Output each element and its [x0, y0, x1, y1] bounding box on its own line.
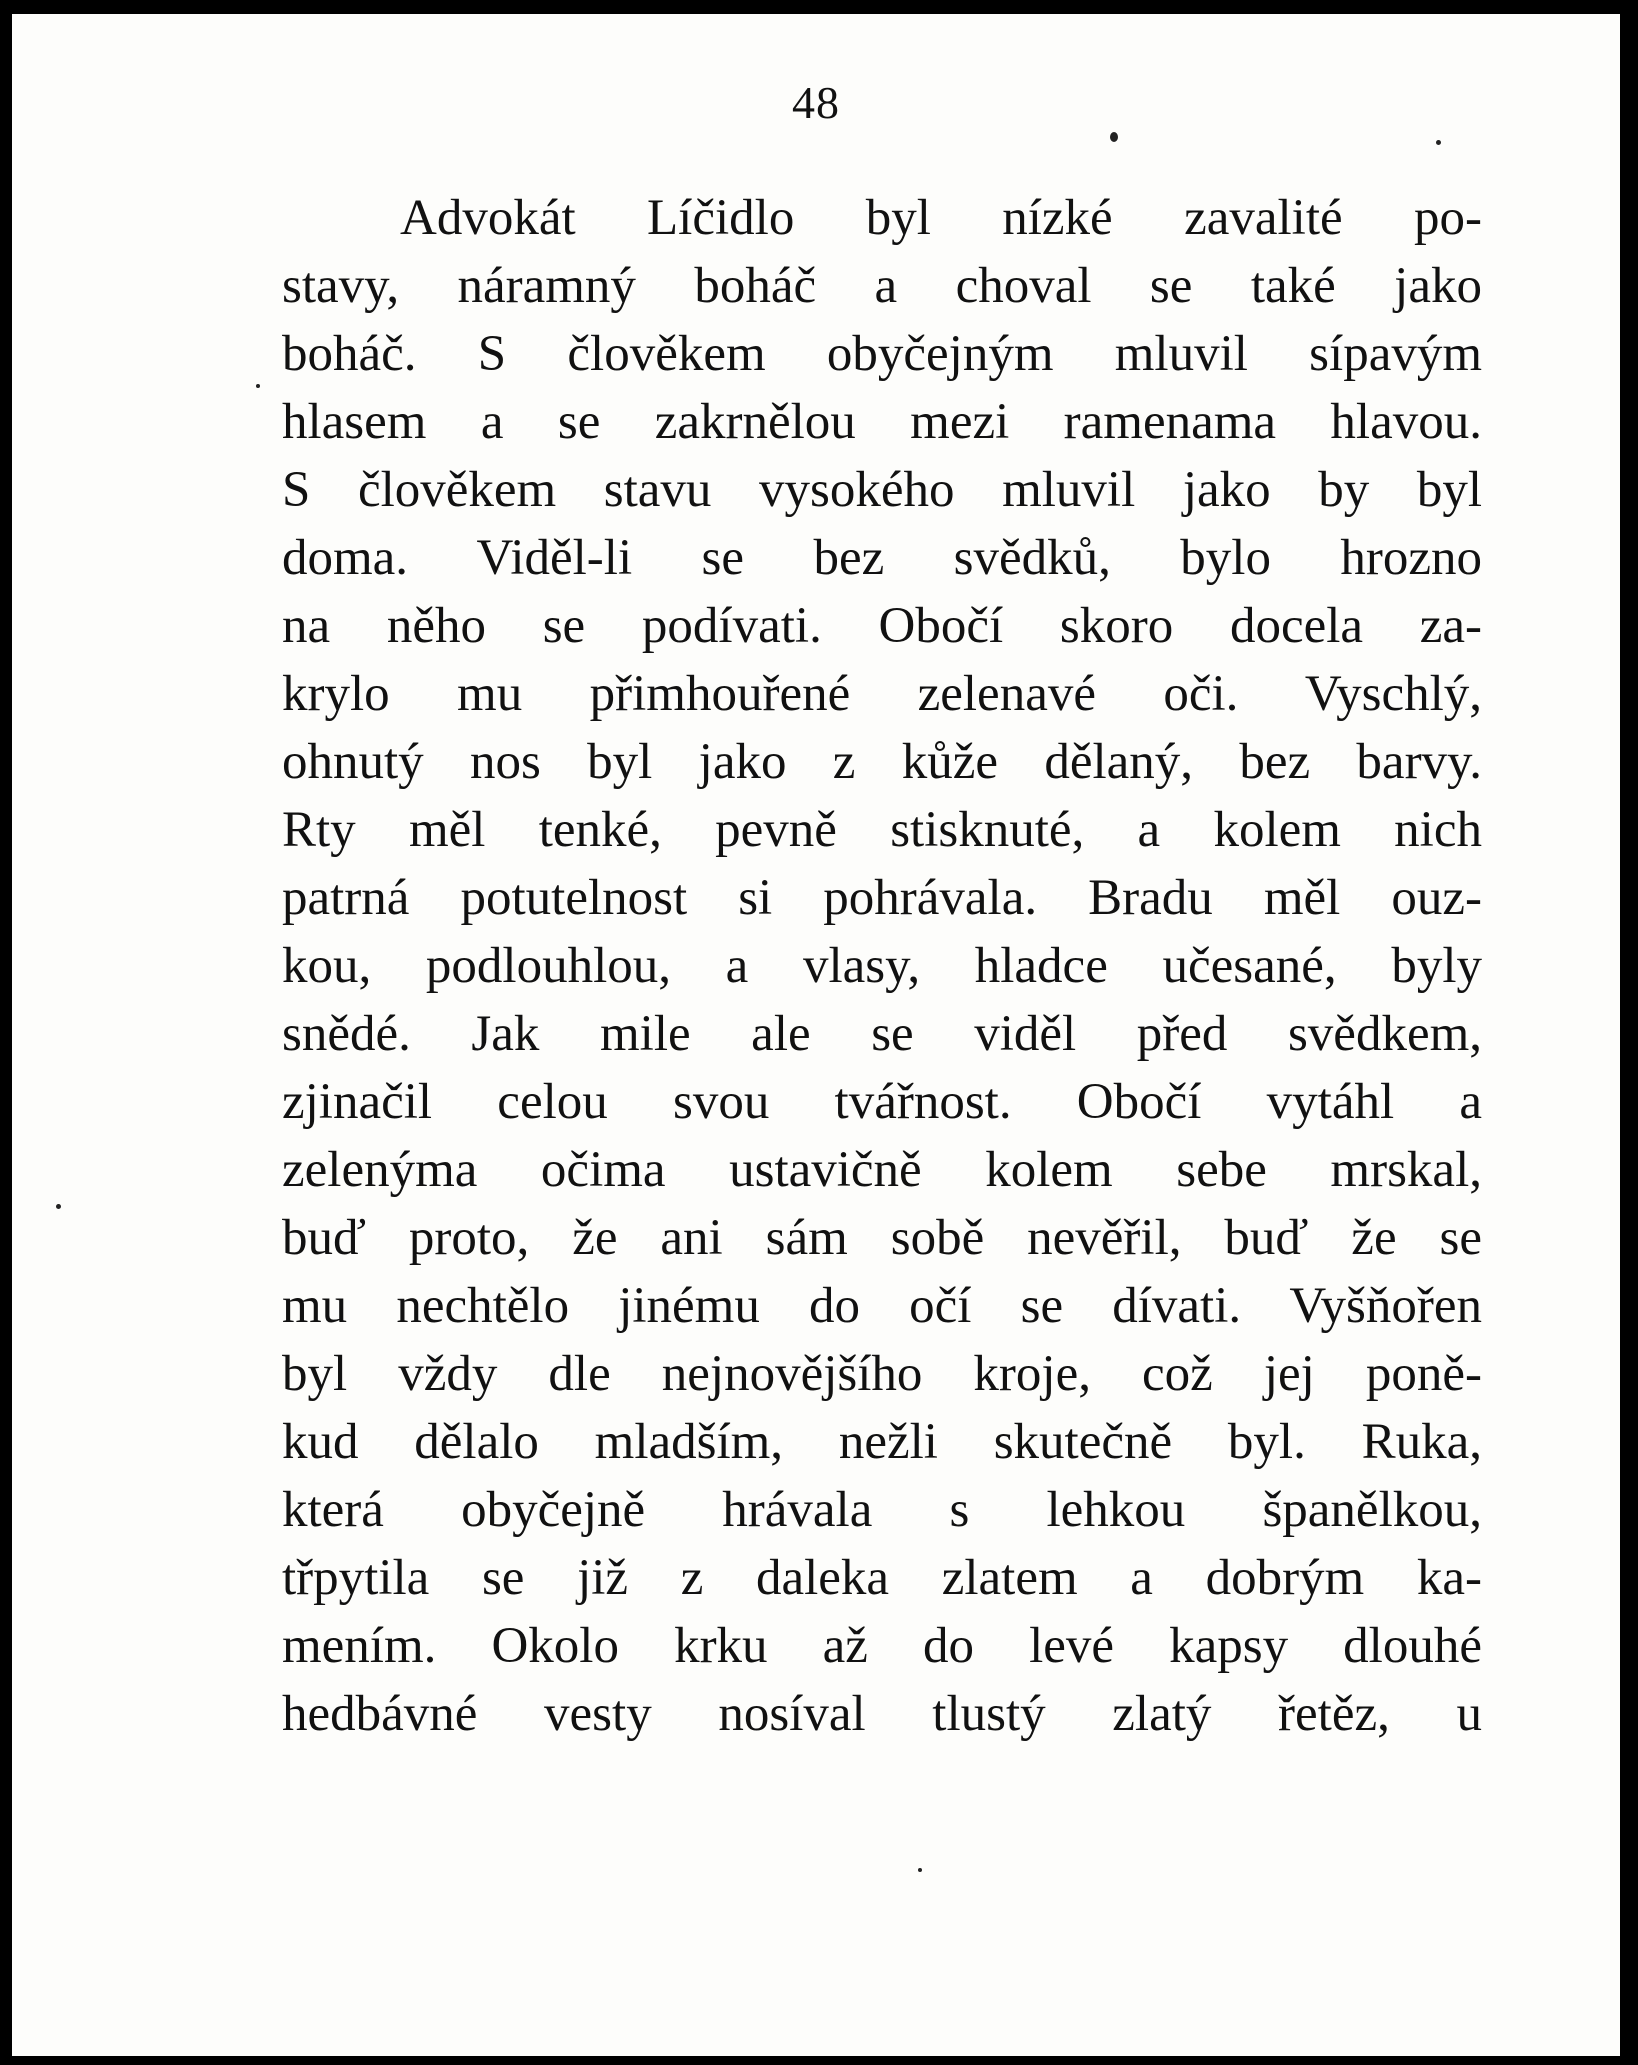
text-line: doma. Viděl-li se bez svědků, bylo hrozno	[282, 530, 1482, 586]
text-line: hedbávné vesty nosíval tlustý zlatý řetěz, u	[282, 1686, 1482, 1742]
text-line: na něho se podívati. Obočí skoro docela za-	[282, 598, 1482, 654]
text-line: ohnutý nos byl jako z kůže dělaný, bez barvy.	[282, 734, 1482, 790]
scan-speck	[256, 384, 260, 388]
text-line: kud dělalo mladším, nežli skutečně byl. Ruka,	[282, 1414, 1482, 1470]
text-line: Advokát Líčidlo byl nízké zavalité po-	[400, 190, 1482, 246]
text-line: krylo mu přimhouřené zelenavé oči. Vyschlý,	[282, 666, 1482, 722]
page-number: 48	[792, 77, 840, 128]
book-page	[12, 14, 1620, 2056]
text-line: stavy, náramný boháč a choval se také jako	[282, 258, 1482, 314]
text-line: byl vždy dle nejnovějšího kroje, což jej poně-	[282, 1346, 1482, 1402]
text-line: snědé. Jak mile ale se viděl před svědkem,	[282, 1006, 1482, 1062]
text-line: zjinačil celou svou tvářnost. Obočí vytáhl a	[282, 1074, 1482, 1130]
scan-speck	[1110, 132, 1118, 142]
text-line: třpytila se již z daleka zlatem a dobrým ka-	[282, 1550, 1482, 1606]
text-line: která obyčejně hrávala s lehkou španělkou,	[282, 1482, 1482, 1538]
text-line: boháč. S člověkem obyčejným mluvil sípavým	[282, 326, 1482, 382]
text-line: hlasem a se zakrnělou mezi ramenama hlavou.	[282, 394, 1482, 450]
text-line: kou, podlouhlou, a vlasy, hladce učesané, byly	[282, 938, 1482, 994]
body-text	[282, 184, 1482, 1748]
text-line: S člověkem stavu vysokého mluvil jako by byl	[282, 462, 1482, 518]
scan-speck	[56, 1204, 61, 1209]
text-line: patrná potutelnost si pohrávala. Bradu měl ouz-	[282, 870, 1482, 926]
text-line: buď proto, že ani sám sobě nevěřil, buď že se	[282, 1210, 1482, 1266]
scan-speck	[918, 1868, 922, 1872]
text-line: zelenýma očima ustavičně kolem sebe mrskal,	[282, 1142, 1482, 1198]
text-line: mu nechtělo jinému do očí se dívati. Vyšňořen	[282, 1278, 1482, 1334]
scan-edge	[1624, 0, 1638, 2065]
scan-speck	[1436, 140, 1441, 145]
text-line: Rty měl tenké, pevně stisknuté, a kolem nich	[282, 802, 1482, 858]
text-line: mením. Okolo krku až do levé kapsy dlouhé	[282, 1618, 1482, 1674]
